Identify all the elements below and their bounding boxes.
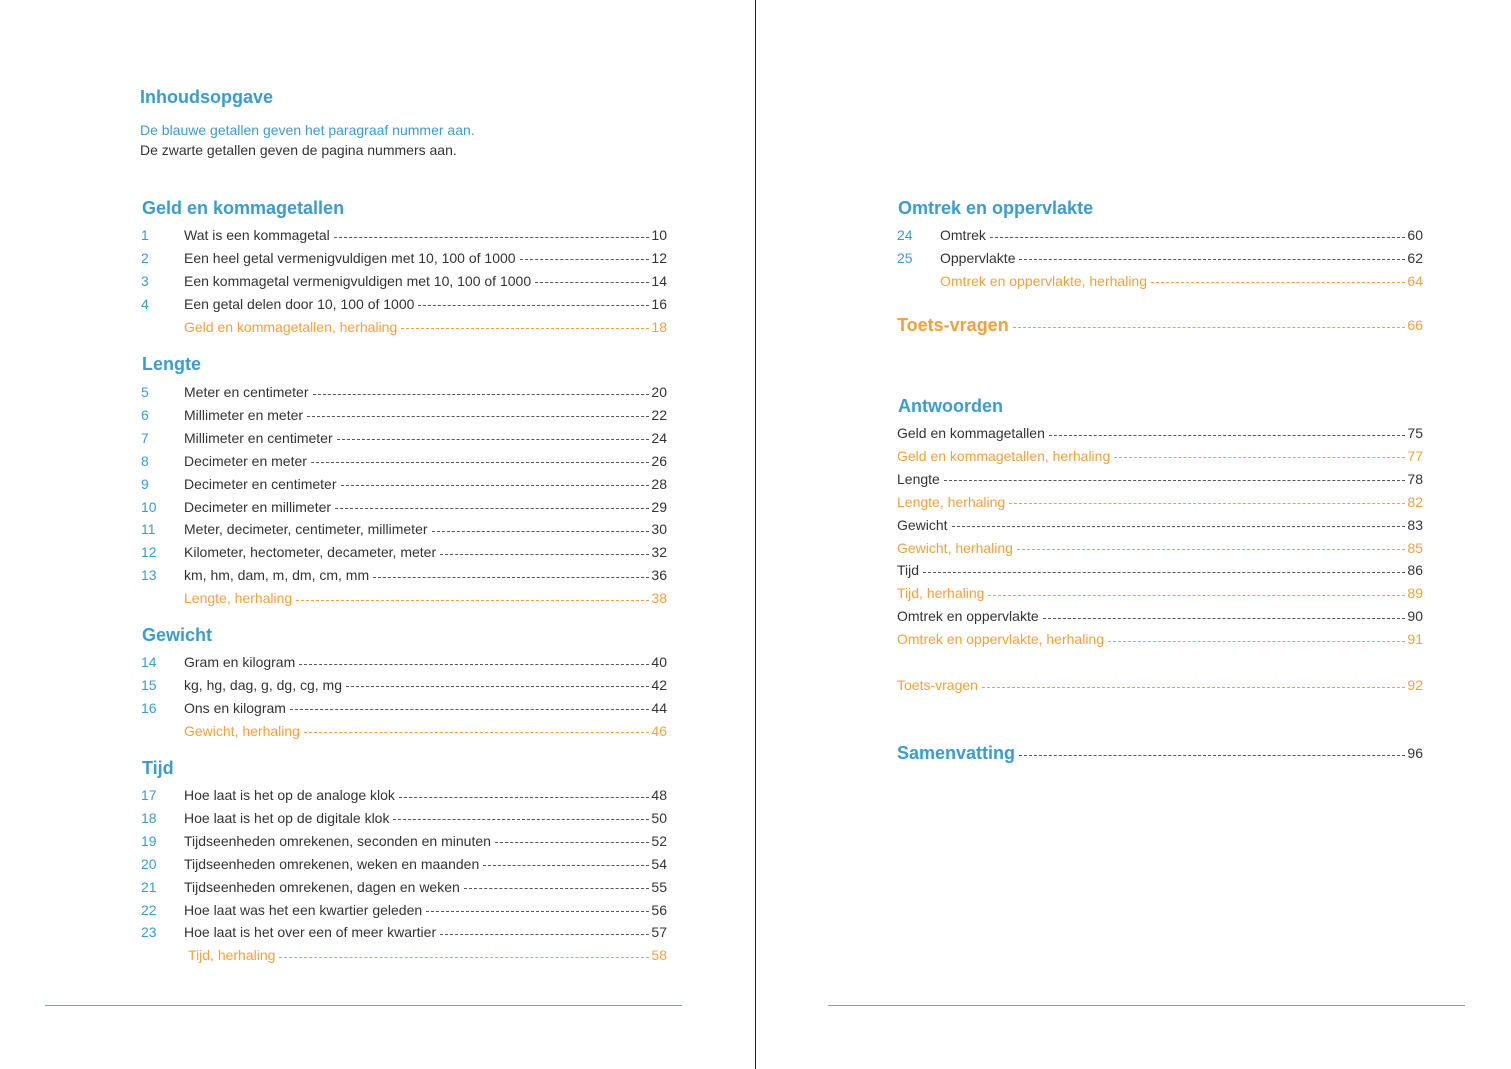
toc-entry[interactable] [141,675,667,695]
dot-leader [1114,457,1405,458]
dot-leader [311,462,649,463]
page-number: 85 [1407,539,1423,556]
toc-entry[interactable] [141,808,667,828]
dot-leader [432,531,650,532]
page-number: 46 [651,722,667,739]
entry-title: Tijdseenheden omrekenen, seconden en minuten [184,832,491,849]
page-number: 18 [651,318,667,335]
entry-title: Ons en kilogram [184,699,286,716]
paragraph-number: 2 [141,249,149,266]
dot-leader [952,526,1406,527]
dot-leader [296,600,649,601]
dot-leader [1019,259,1405,260]
entry-title: Hoe laat is het over een of meer kwartier [184,924,437,941]
paragraph-number: 12 [141,544,157,561]
entry-title: Lengte, herhaling [184,590,293,607]
dot-leader [1019,755,1405,756]
entry-title: Kilometer, hectometer, decameter, meter [184,544,437,561]
toc-entry[interactable] [141,565,667,585]
entry-title: Oppervlakte [940,249,1016,266]
entry-title: Millimeter en meter [184,406,304,423]
entry-title: Hoe laat was het een kwartier geleden [184,901,423,918]
page-number: 89 [1407,585,1423,602]
toc-entry[interactable] [141,519,667,539]
dot-leader [401,328,649,329]
page-number: 44 [651,699,667,716]
page-number: 28 [651,475,667,492]
page-number: 38 [651,590,667,607]
page-number: 58 [651,947,667,964]
dot-leader [279,957,649,958]
page-number: 96 [1407,745,1423,761]
entry-title: Geld en kommagetallen [897,425,1045,441]
entry-title: Millimeter en centimeter [184,429,333,446]
paragraph-number: 9 [141,475,149,492]
page-number: 83 [1407,516,1423,533]
entry-title: Omtrek en oppervlakte [897,608,1039,625]
toc-entry[interactable] [141,945,667,965]
toc-entry[interactable] [897,492,1423,512]
page-number: 78 [1407,470,1423,487]
dot-leader [418,305,649,306]
dot-leader [393,819,649,820]
paragraph-number: 14 [141,654,157,670]
page-number: 32 [651,544,667,561]
page-number: 60 [1407,227,1423,243]
dot-leader [520,259,650,260]
paragraph-number: 16 [141,699,157,716]
dot-leader [307,416,649,417]
toc-entry[interactable] [141,854,667,874]
toc-entry[interactable] [897,583,1423,603]
entry-title: Tijdseenheden omrekenen, weken en maanden [184,855,480,872]
page-number: 10 [651,227,667,243]
footer-rule [45,1005,682,1006]
dot-leader [495,842,650,843]
toc-entry[interactable] [897,606,1423,626]
paragraph-number: 13 [141,567,157,584]
entry-title: Decimeter en meter [184,452,307,469]
dot-leader [944,480,1406,481]
page-number: 77 [1407,447,1423,464]
toc-entry[interactable] [897,446,1423,466]
dot-leader [535,282,649,283]
entry-title: km, hm, dam, m, dm, cm, mm [184,567,370,584]
entry-title: Tijd, herhaling [188,947,276,964]
page-number: 54 [651,855,667,872]
dot-leader [923,572,1405,573]
entry-title: Wat is een kommagetal [184,227,330,243]
paragraph-number: 15 [141,676,157,693]
paragraph-number: 11 [141,521,156,538]
toc-entry[interactable] [141,428,667,448]
dot-leader [1049,435,1406,436]
paragraph-number: 1 [141,227,149,243]
page-number: 22 [651,406,667,423]
dot-leader [988,595,1405,596]
toc-entry[interactable] [141,405,667,425]
toc-entry[interactable] [141,542,667,562]
toc-entry[interactable] [141,588,667,608]
dot-leader [440,934,649,935]
entry-title: Omtrek en oppervlakte, herhaling [897,631,1104,648]
page-number: 66 [1407,317,1423,333]
dot-leader [399,797,649,798]
toc-entry[interactable] [141,831,667,851]
section-heading: Tijd [142,758,174,778]
entry-title: Meter, decimeter, centimeter, millimeter [184,521,428,538]
toc-entry[interactable] [141,248,667,268]
entry-title: Gewicht, herhaling [897,539,1013,556]
section-heading: Antwoorden [898,396,1003,416]
toc-entry[interactable] [141,497,667,517]
toc-entry[interactable] [141,721,667,741]
entry-title: Decimeter en millimeter [184,498,332,515]
dot-leader [341,485,650,486]
intro-black-note: De zwarte getallen geven de pagina nummers aan. [140,142,457,158]
page-number: 42 [651,676,667,693]
dot-leader [335,508,649,509]
dot-leader [337,439,650,440]
paragraph-number: 6 [141,406,149,423]
paragraph-number: 10 [141,498,157,515]
paragraph-number: 21 [141,878,157,895]
toc-entry[interactable] [141,294,667,314]
entry-title: Meter en centimeter [184,384,309,400]
entry-title: Een heel getal vermenigvuldigen met 10, 100 of 1000 [184,249,516,266]
paragraph-number: 19 [141,832,157,849]
dot-leader [1009,503,1405,504]
paragraph-number: 8 [141,452,149,469]
toc-entry[interactable] [897,560,1423,580]
dot-leader [290,709,649,710]
page-number: 52 [651,832,667,849]
right-page [756,0,1511,1069]
dot-leader [464,888,650,889]
page-number: 64 [1407,272,1423,289]
page-number: 82 [1407,493,1423,510]
toc-entry[interactable] [141,451,667,471]
toc-entry[interactable] [141,474,667,494]
page-number: 57 [651,924,667,941]
dot-leader [982,687,1405,688]
paragraph-number: 24 [897,227,913,243]
page-number: 90 [1407,608,1423,625]
page-number: 16 [651,295,667,312]
toc-entry[interactable] [897,225,1423,245]
page-number: 30 [651,521,667,538]
section-heading: Lengte [142,354,202,374]
intro-blue-note: De blauwe getallen geven het paragraaf nummer aan. [140,122,475,138]
entry-title: Geld en kommagetallen, herhaling [897,447,1111,464]
toc-entry[interactable] [897,538,1423,558]
footer-rule [828,1005,1465,1006]
dot-leader [313,394,650,395]
page-number: 40 [651,654,667,670]
entry-title: Tijd, herhaling [897,585,985,602]
paragraph-number: 20 [141,855,157,872]
section-heading: Omtrek en oppervlakte [898,198,1094,218]
entry-title: Een kommagetal vermenigvuldigen met 10, 100 of 1000 [184,272,532,289]
toets-vragen-answers-entry[interactable] [897,675,1423,695]
entry-title: Lengte, herhaling [897,493,1006,510]
entry-title: Toets-vragen [897,314,1009,335]
dot-leader [346,686,649,687]
toc-entry[interactable] [897,469,1423,489]
samenvatting-entry[interactable] [897,743,1423,763]
dot-leader [1108,641,1405,642]
page-number: 36 [651,567,667,584]
page-number: 48 [651,787,667,803]
dot-leader [1043,618,1406,619]
entry-title: kg, hg, dag, g, dg, cg, mg [184,676,342,693]
page-number: 12 [651,249,667,266]
toc-entry[interactable] [141,382,667,402]
paragraph-number: 17 [141,787,157,803]
entry-title: Toets-vragen [897,677,978,693]
page-number: 92 [1407,677,1423,693]
page-number: 20 [651,384,667,400]
entry-title: Een getal delen door 10, 100 of 1000 [184,295,415,312]
paragraph-number: 7 [141,429,149,446]
toc-entry[interactable] [141,922,667,942]
toc-entry[interactable] [141,225,667,245]
dot-leader [334,237,650,238]
dot-leader [440,554,649,555]
entry-title: Samenvatting [897,742,1016,763]
toc-entry[interactable] [141,652,667,672]
dot-leader [1151,282,1405,283]
dot-leader [304,732,649,733]
page-number: 50 [651,809,667,826]
toc-entry[interactable] [897,248,1423,268]
entry-title: Tijd [897,562,920,579]
toc-entry[interactable] [897,271,1423,291]
paragraph-number: 25 [897,249,913,266]
paragraph-number: 5 [141,384,149,400]
entry-title: Tijdseenheden omrekenen, dagen en weken [184,878,460,895]
page-number: 14 [651,272,667,289]
entry-title: Gram en kilogram [184,654,296,670]
toc-entry[interactable] [141,785,667,805]
page-number: 56 [651,901,667,918]
page-number: 62 [1407,249,1423,266]
toc-entry[interactable] [141,271,667,291]
dot-leader [1017,549,1405,550]
page-number: 91 [1407,631,1423,648]
left-page [0,0,755,1069]
section-heading: Gewicht [142,625,213,645]
entry-title: Hoe laat is het op de analoge klok [184,787,395,803]
entry-title: Hoe laat is het op de digitale klok [184,809,390,826]
page-number: 26 [651,452,667,469]
dot-leader [299,664,649,665]
section-heading: Geld en kommagetallen [142,198,345,218]
dot-leader [1013,327,1406,328]
dot-leader [990,237,1406,238]
paragraph-number: 3 [141,272,149,289]
paragraph-number: 23 [141,924,157,941]
entry-title: Geld en kommagetallen, herhaling [184,318,398,335]
toc-entry[interactable] [141,317,667,337]
entry-title: Decimeter en centimeter [184,475,337,492]
paragraph-number: 18 [141,809,157,826]
entry-title: Gewicht, herhaling [184,722,300,739]
paragraph-number: 4 [141,295,149,312]
toc-entry[interactable] [897,515,1423,535]
page-number: 24 [651,429,667,446]
toc-entry[interactable] [141,900,667,920]
entry-title: Lengte [897,470,940,487]
entry-title: Omtrek [940,227,986,243]
page-number: 55 [651,878,667,895]
entry-title: Gewicht [897,516,948,533]
toc-entry[interactable] [897,629,1423,649]
toc-entry[interactable] [141,698,667,718]
page-title: Inhoudsopgave [140,87,274,107]
toets-vragen-entry[interactable] [897,315,1423,335]
dot-leader [373,577,649,578]
toc-entry[interactable] [141,877,667,897]
dot-leader [483,865,649,866]
dot-leader [426,911,649,912]
toc-entry[interactable] [897,423,1423,443]
page-number: 29 [651,498,667,515]
paragraph-number: 22 [141,901,157,918]
page-number: 75 [1407,425,1423,441]
entry-title: Omtrek en oppervlakte, herhaling [940,272,1147,289]
page-number: 86 [1407,562,1423,579]
